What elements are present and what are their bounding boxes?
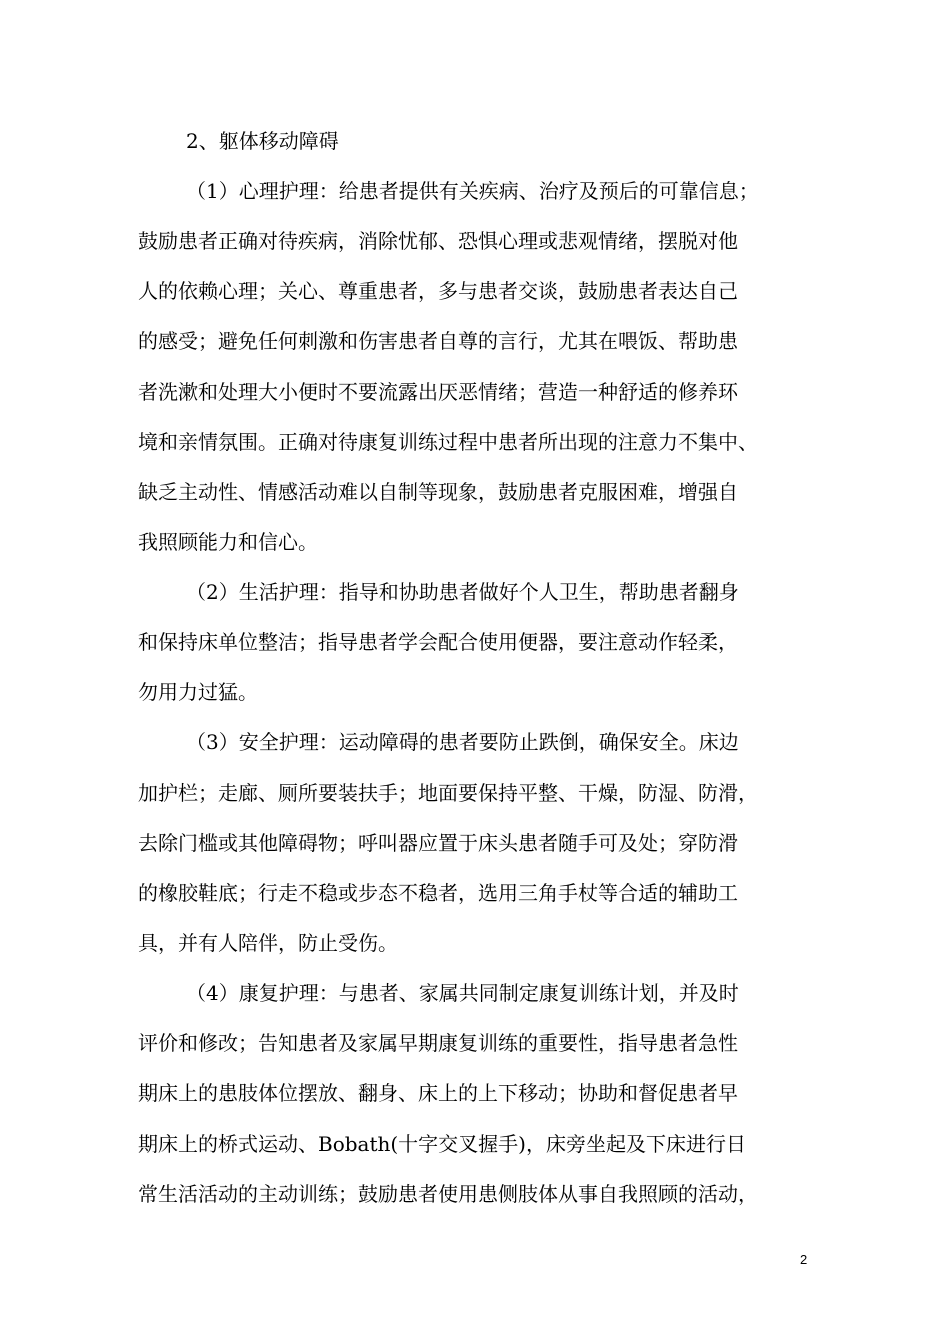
- paragraph-1-line-3: 人的依赖心理；关心、尊重患者，多与患者交谈，鼓励患者表达自己: [138, 279, 738, 303]
- paragraph-1-line-6: 境和亲情氛围。正确对待康复训练过程中患者所出现的注意力不集中、: [138, 430, 758, 454]
- paragraph-1-line-8: 我照顾能力和信心。: [138, 530, 318, 554]
- paragraph-4-line-5: 常生活活动的主动训练；鼓励患者使用患侧肢体从事自我照顾的活动，: [138, 1182, 758, 1206]
- paragraph-4-line-4: 期床上的桥式运动、Bobath(十字交叉握手)，床旁坐起及下床进行日: [138, 1132, 746, 1156]
- paragraph-1-line-5: 者洗漱和处理大小便时不要流露出厌恶情绪；营造一种舒适的修养环: [138, 380, 738, 404]
- paragraph-1-line-1: （1）心理护理：给患者提供有关疾病、治疗及预后的可靠信息；: [186, 179, 759, 203]
- paragraph-1-line-7: 缺乏主动性、情感活动难以自制等现象，鼓励患者克服困难，增强自: [138, 480, 738, 504]
- paragraph-2-line-3: 勿用力过猛。: [138, 680, 258, 704]
- paragraph-3-line-5: 具，并有人陪伴，防止受伤。: [138, 931, 398, 955]
- paragraph-1-line-4: 的感受；避免任何刺激和伤害患者自尊的言行，尤其在喂饭、帮助患: [138, 329, 738, 353]
- paragraph-4-line-2: 评价和修改；告知患者及家属早期康复训练的重要性，指导患者急性: [138, 1031, 738, 1055]
- section-heading: 2、躯体移动障碍: [186, 129, 339, 153]
- page-number: 2: [800, 1252, 808, 1267]
- paragraph-1-line-2: 鼓励患者正确对待疾病，消除忧郁、恐惧心理或悲观情绪，摆脱对他: [138, 229, 738, 253]
- paragraph-3-line-2: 加护栏；走廊、厕所要装扶手；地面要保持平整、干燥，防湿、防滑，: [138, 781, 758, 805]
- paragraph-3-line-1: （3）安全护理：运动障碍的患者要防止跌倒，确保安全。床边: [186, 730, 739, 754]
- paragraph-2-line-1: （2）生活护理：指导和协助患者做好个人卫生，帮助患者翻身: [186, 580, 739, 604]
- paragraph-3-line-3: 去除门槛或其他障碍物；呼叫器应置于床头患者随手可及处；穿防滑: [138, 831, 738, 855]
- paragraph-2-line-2: 和保持床单位整洁；指导患者学会配合使用便器，要注意动作轻柔，: [138, 630, 738, 654]
- paragraph-3-line-4: 的橡胶鞋底；行走不稳或步态不稳者，选用三角手杖等合适的辅助工: [138, 881, 738, 905]
- paragraph-4-line-1: （4）康复护理：与患者、家属共同制定康复训练计划，并及时: [186, 981, 739, 1005]
- paragraph-4-line-3: 期床上的患肢体位摆放、翻身、床上的上下移动；协助和督促患者早: [138, 1081, 738, 1105]
